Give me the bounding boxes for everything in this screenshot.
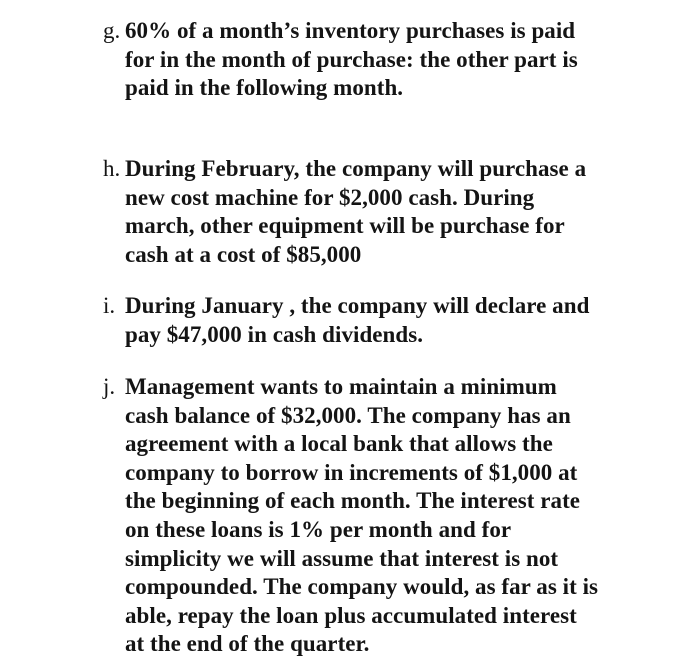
list-item-h xyxy=(100,155,660,269)
list-item-i xyxy=(100,292,660,349)
item-h-line-3: march, other equipment will be purchase for xyxy=(125,213,565,239)
list-marker-g: g. xyxy=(103,18,121,43)
list-item-j xyxy=(100,373,660,659)
item-j-line-9: able, repay the loan plus accumulated interest xyxy=(125,602,577,628)
item-j-line-7: simplicity we will assume that interest is not xyxy=(125,545,559,571)
item-g-line-3: paid in the following month. xyxy=(125,75,404,101)
item-g-line-2: for in the month of purchase: the other part is xyxy=(125,46,578,72)
item-i-line-1: During January , the company will declare and xyxy=(125,293,590,318)
list-item-g xyxy=(100,17,660,103)
list-marker-i: i. xyxy=(103,293,116,318)
item-i-line-2: pay $47,000 in cash dividends. xyxy=(125,321,424,347)
list-marker-j: j. xyxy=(103,374,116,399)
item-h-line-1: During February, the company will purchase a xyxy=(125,156,587,181)
item-h-line-2: new cost machine for $2,000 cash. During xyxy=(125,184,535,210)
item-j-line-2: cash balance of $32,000. The company has an xyxy=(125,402,571,428)
item-j-line-8: compounded. The company would, as far as it is xyxy=(125,574,599,600)
item-j-line-5: the beginning of each month. The interest rate xyxy=(125,488,581,514)
item-j-line-4: company to borrow in increments of $1,000 at xyxy=(125,459,578,485)
item-h-line-4: cash at a cost of $85,000 xyxy=(125,241,362,267)
item-j-line-3: agreement with a local bank that allows the xyxy=(125,431,553,457)
item-j-line-1: Management wants to maintain a minimum xyxy=(125,374,557,399)
list-marker-h: h. xyxy=(103,156,121,181)
item-g-line-1: 60% of a month’s inventory purchases is paid xyxy=(125,18,576,43)
item-j-line-10: at the end of the quarter. xyxy=(125,631,370,657)
item-j-line-6: on these loans is 1% per month and for xyxy=(125,516,512,542)
